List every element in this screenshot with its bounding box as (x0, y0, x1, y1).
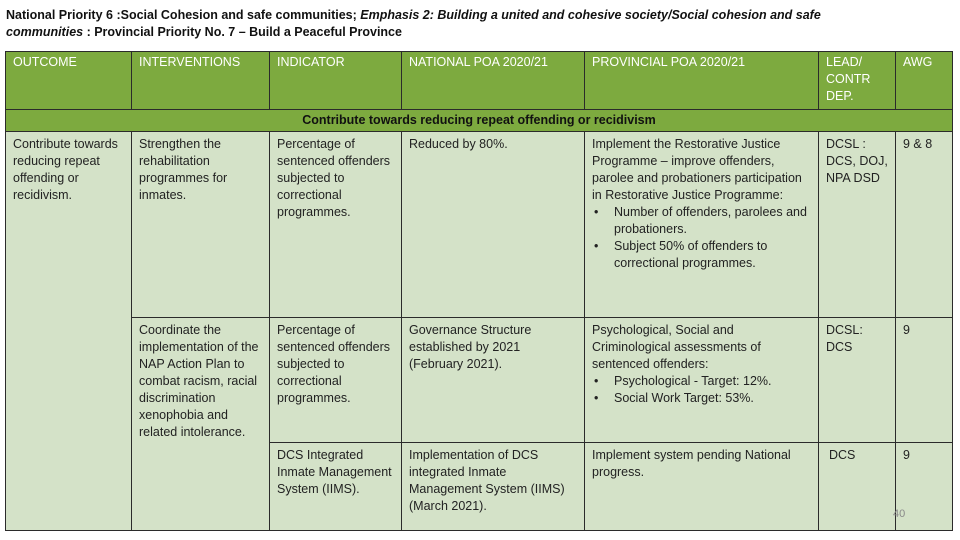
awg-cell: 9 (896, 443, 953, 531)
national-poa-cell: Implementation of DCS integrated Inmate Management System (IIMS) (March 2021). (402, 443, 585, 531)
page-number: 40 (893, 508, 906, 520)
header-national-poa: NATIONAL POA 2020/21 (402, 52, 585, 110)
header-outcome: OUTCOME (6, 52, 132, 110)
slide-title (6, 7, 954, 41)
header-provincial-poa: PROVINCIAL POA 2020/21 (585, 52, 819, 110)
list-item: • Psychological - Target: 12%. (592, 373, 811, 390)
list-item: • Social Work Target: 53%. (592, 390, 811, 407)
table-row (6, 318, 953, 443)
title-emphasis-text: Emphasis 2: Building a united and cohesive society/Social cohesion and safe (360, 8, 821, 22)
header-awg: AWG (896, 52, 953, 110)
provincial-poa-cell (585, 132, 819, 318)
header-indicator: INDICATOR (270, 52, 402, 110)
title-provincial-priority: : Provincial Priority No. 7 – Build a Peaceful Province (83, 25, 402, 39)
provincial-poa-text: Implement the Restorative Justice Programme – improve offenders, parolee and probationers participation in Restorative Justice Programme: (592, 137, 802, 202)
section-banner: Contribute towards reducing repeat offending or recidivism (6, 110, 953, 132)
intervention-cell: Strengthen the rehabilitation programmes for inmates. (132, 132, 270, 318)
provincial-poa-cell: Implement system pending National progress. (585, 443, 819, 531)
table-row (6, 132, 953, 318)
provincial-poa-list (592, 373, 811, 407)
indicator-cell: Percentage of sentenced offenders subjected to correctional programmes. (270, 318, 402, 443)
lead-cell: DCSL : DCS, DOJ, NPA DSD (819, 132, 896, 318)
lead-cell: DCS (819, 443, 896, 531)
indicator-cell: Percentage of sentenced offenders subjected to correctional programmes. (270, 132, 402, 318)
section-banner-row (6, 110, 953, 132)
indicator-cell: DCS Integrated Inmate Management System (IIMS). (270, 443, 402, 531)
header-lead: LEAD/ CONTR DEP. (819, 52, 896, 110)
title-emphasis-cont: communities (6, 25, 84, 39)
list-item: • Subject 50% of offenders to correctional programmes. (592, 238, 811, 272)
poa-table (5, 51, 953, 531)
list-item: • Number of offenders, parolees and probationers. (592, 204, 811, 238)
intervention-cell: Coordinate the implementation of the NAP Action Plan to combat racism, racial discrimination xenophobia and related intolerance. (132, 318, 270, 531)
provincial-poa-text: Psychological, Social and Criminological assessments of sentenced offenders: (592, 323, 761, 371)
awg-cell: 9 & 8 (896, 132, 953, 318)
provincial-poa-cell (585, 318, 819, 443)
outcome-cell: Contribute towards reducing repeat offending or recidivism. (6, 132, 132, 531)
table-header-row (6, 52, 953, 110)
title-priority-text: National Priority 6 :Social Cohesion and safe communities; (6, 8, 361, 22)
lead-cell: DCSL: DCS (819, 318, 896, 443)
national-poa-cell: Reduced by 80%. (402, 132, 585, 318)
national-poa-cell: Governance Structure established by 2021 (February 2021). (402, 318, 585, 443)
awg-cell: 9 (896, 318, 953, 443)
provincial-poa-list (592, 204, 811, 272)
header-interventions: INTERVENTIONS (132, 52, 270, 110)
